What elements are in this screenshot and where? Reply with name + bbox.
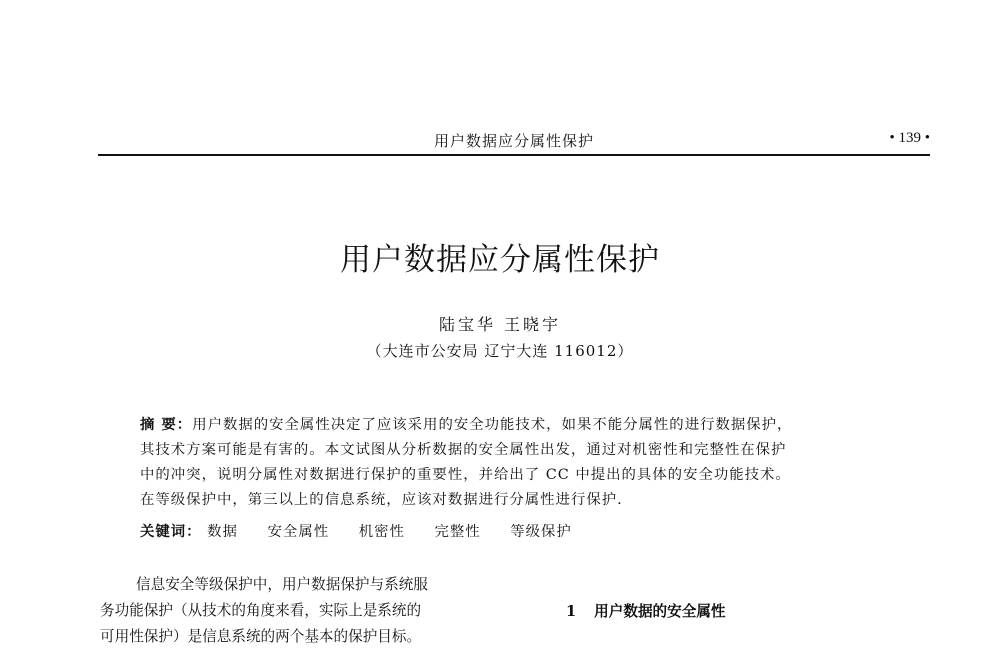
keyword: 等级保护 [510,524,572,540]
running-head [98,128,930,156]
section-title: 用户数据的安全属性 [594,603,726,620]
keyword: 完整性 [434,524,481,540]
body-line: 可用性保护）是信息系统的两个基本的保护目标。 [100,628,422,645]
paper-title: 用户数据应分属性保护 [340,242,660,278]
affiliation: （大连市公安局 辽宁大连 116012） [366,342,634,360]
abstract [140,412,910,513]
authors: 陆宝华 王晓宇 [438,315,562,334]
keywords-label: 关键词： [140,523,202,540]
body-line: 信息安全等级保护中，用户数据保护与系统服 [136,576,428,593]
abstract-line: 中的冲突，说明分属性对数据进行保护的重要性，并给出了 CC 中提出的具体的安全功能技术。 [140,467,791,483]
body-text [100,572,510,650]
abstract-text: 用户数据的安全属性决定了应该采用的安全功能技术，如果不能分属性的进行数据保护， [192,417,793,433]
running-title: 用户数据应分属性保护 [433,132,594,150]
abstract-label: 摘 要： [140,416,193,433]
section-heading [566,600,726,621]
abstract-line [140,412,910,438]
body-line: 务功能保护（从技术的角度来看，实际上是系统的 [100,602,422,619]
page-number: • 139 • [889,130,930,146]
abstract-line: 其技术方案可能是有害的。本文试图从分析数据的安全属性出发，通过对机密性和完整性在保护 [140,442,787,458]
abstract-line: 在等级保护中，第三以上的信息系统，应该对数据进行分属性进行保护. [140,492,623,508]
section-number: 1 [566,603,577,620]
keyword: 机密性 [358,524,405,540]
keywords [140,520,596,541]
keyword: 安全属性 [267,524,330,540]
keyword: 数据 [207,524,238,540]
